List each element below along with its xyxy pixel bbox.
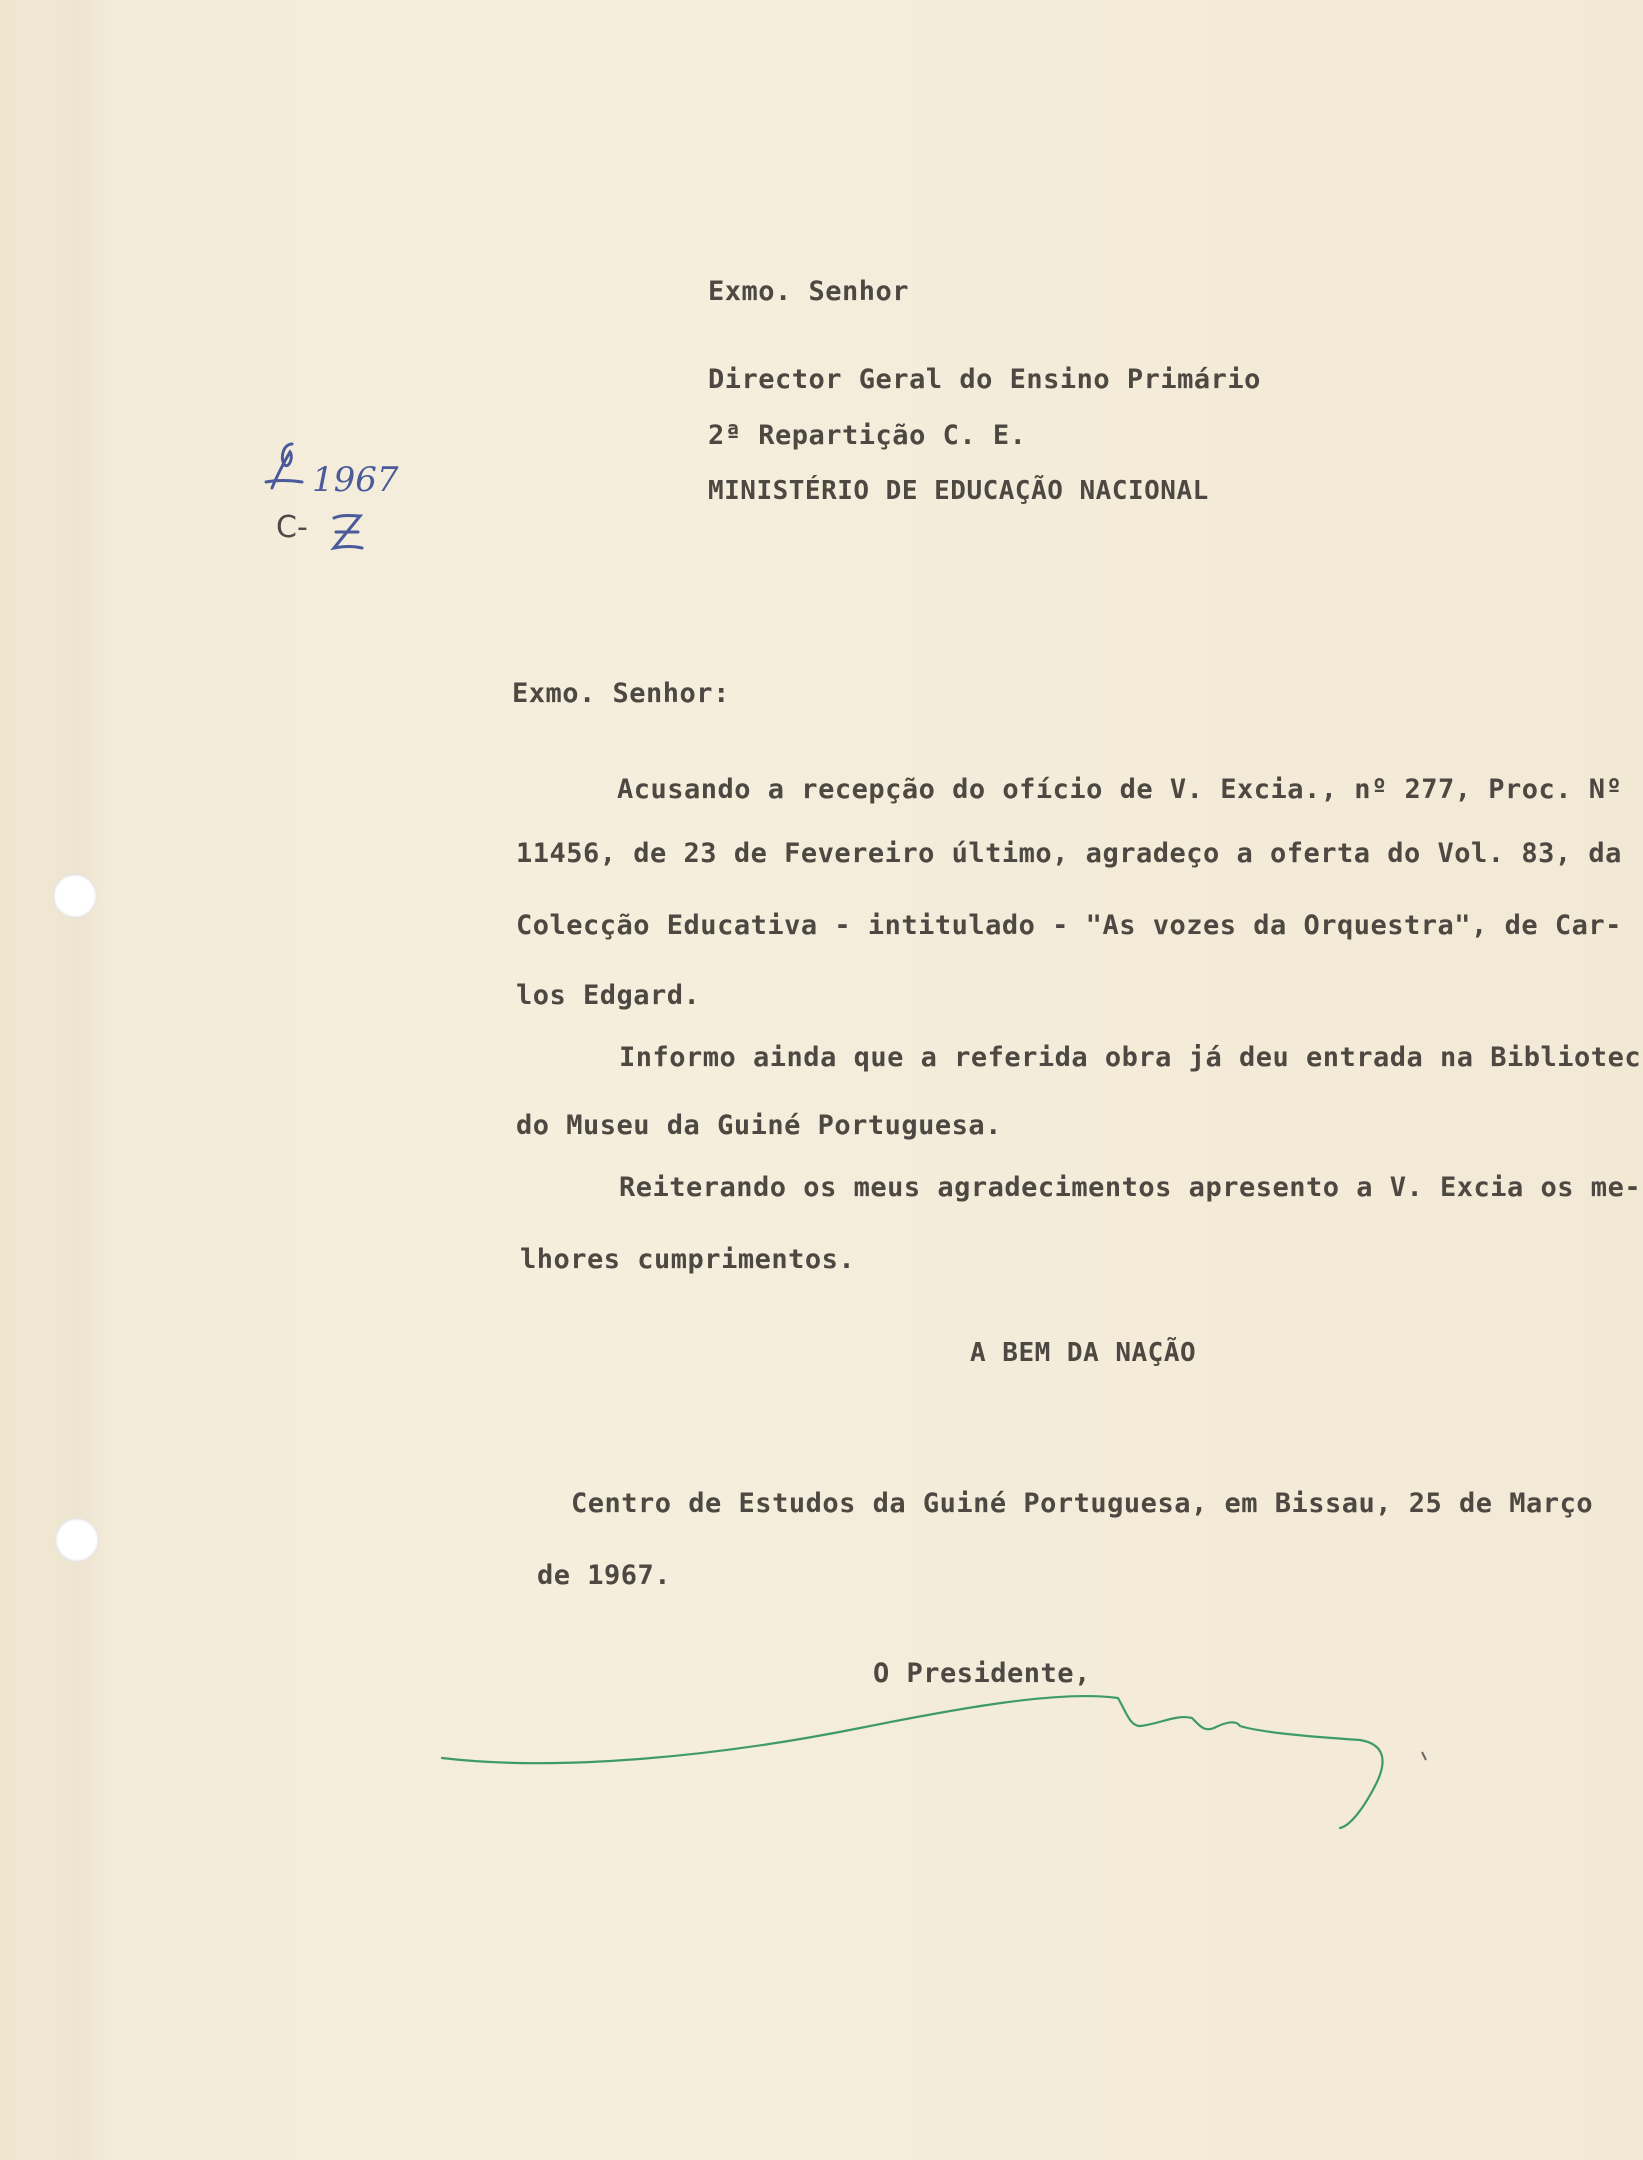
body-line: Informo ainda que a referida obra já deu entrada na Bibliotec	[619, 1042, 1642, 1073]
body-line: Colecção Educativa - intitulado - "As vozes da Orquestra", de Car-	[516, 910, 1622, 941]
address-salutation: Exmo. Senhor	[708, 276, 910, 307]
body-line: lhores cumprimentos.	[520, 1244, 856, 1275]
signature-title: O Presidente,	[873, 1658, 1091, 1689]
address-line-1: Director Geral do Ensino Primário	[708, 364, 1261, 395]
dateline-line-2: de 1967.	[537, 1560, 672, 1591]
dateline-line-1: Centro de Estudos da Guiné Portuguesa, em Bissau, 25 de Março	[571, 1488, 1594, 1519]
body-line: los Edgard.	[516, 980, 701, 1011]
margin-note-year: 1967	[312, 460, 399, 500]
body-line: 11456, de 23 de Fevereiro último, agradeço a oferta do Vol. 83, da	[516, 838, 1622, 869]
body-line: Acusando a recepção do ofício de V. Excia., nº 277, Proc. Nº	[617, 774, 1623, 805]
body-line: Reiterando os meus agradecimentos apresento a V. Excia os me-	[619, 1172, 1642, 1203]
body-line: do Museu da Guiné Portuguesa.	[516, 1110, 1002, 1141]
address-line-3: MINISTÉRIO DE EDUCAÇÃO NACIONAL	[708, 476, 1209, 506]
margin-note-code: C-	[276, 510, 308, 545]
closing-motto: A BEM DA NAÇÃO	[970, 1338, 1197, 1368]
salutation: Exmo. Senhor:	[512, 678, 730, 709]
address-line-2: 2ª Repartição C. E.	[708, 420, 1027, 451]
